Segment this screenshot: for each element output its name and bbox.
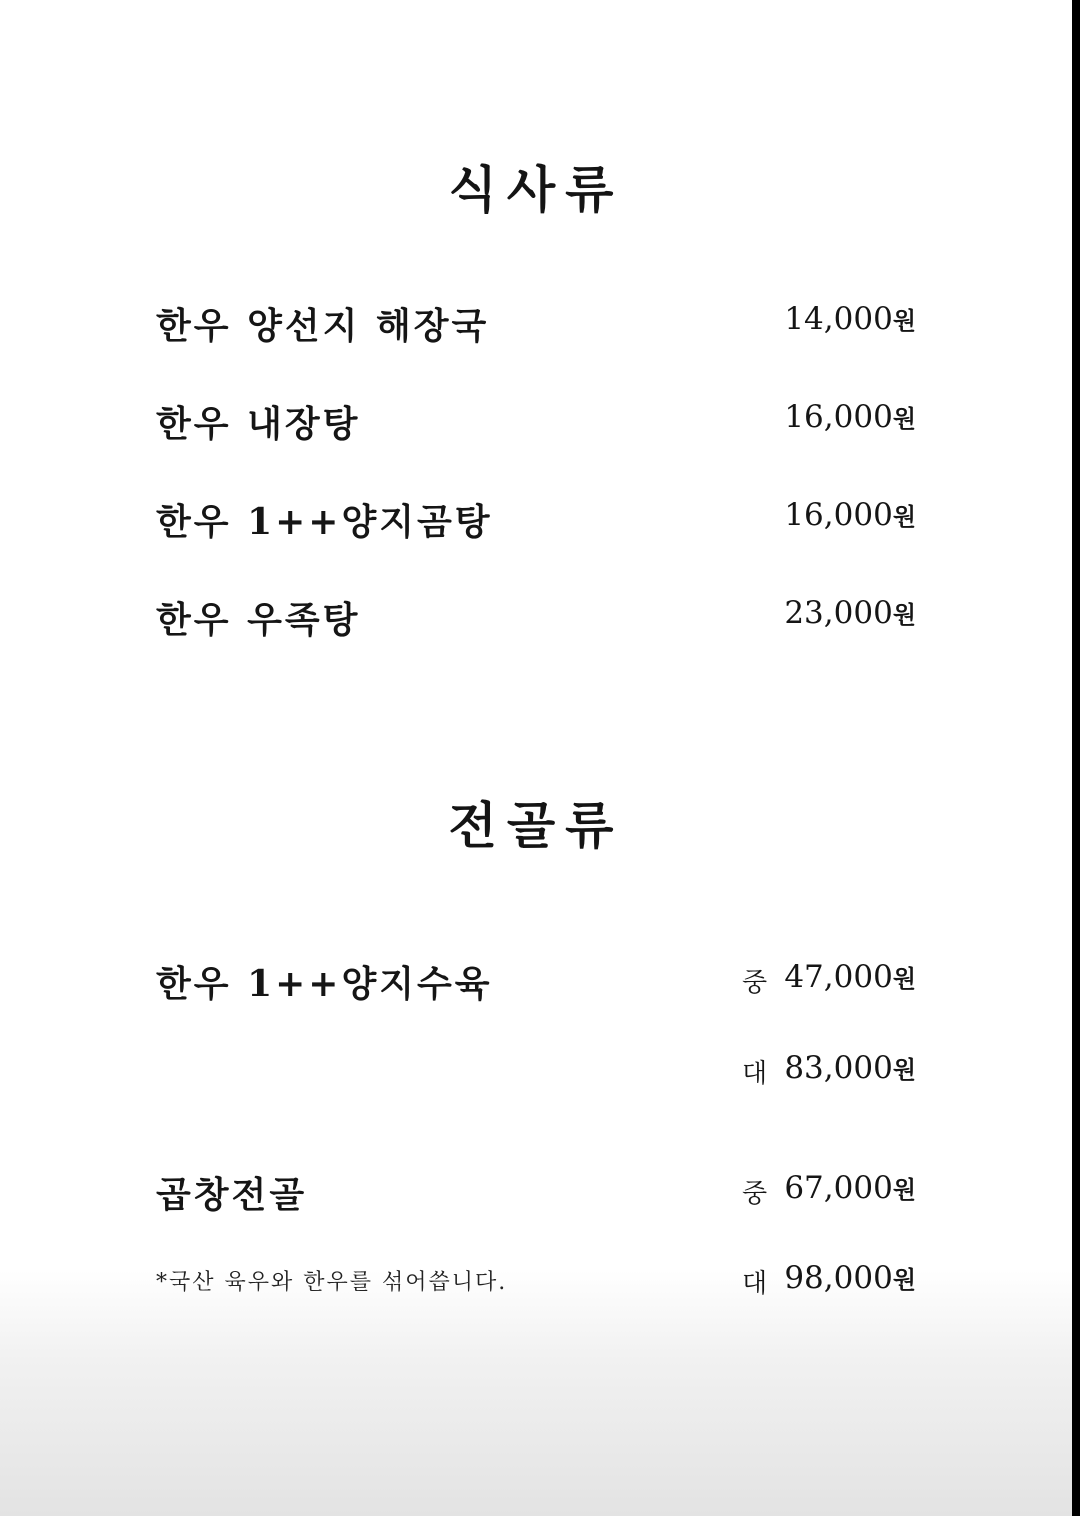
section-title-hotpot: 전골류 [448,796,624,855]
menu-item-price [784,1260,916,1296]
menu-item-price [784,399,916,435]
price-currency: 원 [892,1055,916,1084]
menu-item-name: 한우 1++양지곰탕 [156,501,493,543]
menu-item-price [784,301,916,337]
menu-item-name: 한우 1++양지수육 [156,963,493,1005]
price-currency: 원 [892,404,916,433]
price-amount: 83,000 [784,1050,893,1086]
price-currency: 원 [892,1175,916,1204]
size-label-large: 대 [742,1269,768,1299]
menu-item-price [784,1170,916,1206]
section-title-meals: 식사류 [448,160,624,219]
menu-item-price [784,595,916,631]
price-amount: 47,000 [784,959,893,995]
price-amount: 23,000 [784,595,893,631]
menu-item-name: 한우 우족탕 [156,599,361,641]
price-currency: 원 [892,600,916,629]
size-label-medium: 중 [742,968,768,998]
price-amount: 16,000 [784,399,893,435]
menu-item-price [784,497,916,533]
price-currency: 원 [892,1265,916,1294]
menu-item-price [784,1050,916,1086]
menu-item-name: 한우 내장탕 [156,403,361,445]
menu-item-note: *국산 육우와 한우를 섞어씁니다. [156,1270,508,1295]
menu-item-name: 한우 양선지 해장국 [156,305,490,347]
menu-item-price [784,959,916,995]
price-currency: 원 [892,964,916,993]
price-currency: 원 [892,502,916,531]
size-label-medium: 중 [742,1179,768,1209]
menu-item-name: 곱창전골 [156,1174,308,1216]
size-label-large: 대 [742,1059,768,1089]
price-amount: 16,000 [784,497,893,533]
price-amount: 67,000 [784,1170,893,1206]
price-currency: 원 [892,306,916,335]
price-amount: 98,000 [784,1260,893,1296]
price-amount: 14,000 [784,301,893,337]
